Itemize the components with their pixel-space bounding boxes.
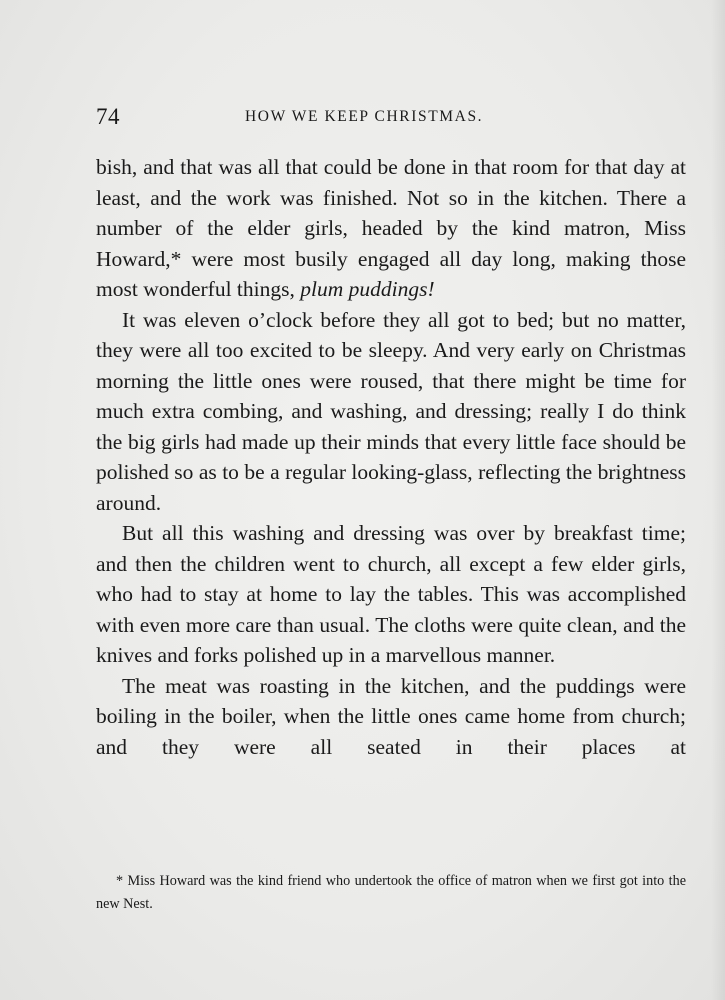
page-edge-shadow xyxy=(711,0,725,1000)
paragraph-3: But all this washing and dressing was over by breakfast time; and then the children went to church, all except a few elder girls, who had to stay at home to lay the tables. This was accomplished with even more care than usual. The cloths were quite clean, and the knives and forks polished up in a marvellous manner. xyxy=(96,521,686,667)
paragraph-4: The meat was roasting in the kitchen, and the puddings were boiling in the boiler, when the little ones came home from church; and they were all seated in their places at xyxy=(96,673,686,759)
emphasis-plum-puddings: plum puddings! xyxy=(300,277,435,301)
body-text xyxy=(96,152,686,762)
running-title: HOW WE KEEP CHRISTMAS. xyxy=(245,108,484,125)
paragraph-2: It was eleven o’clock before they all got to bed; but no matter, they were all too excited to be sleepy. And very early on Christmas morning the little ones were roused, that there might be time for much extra combing, and washing, and dressing; really I do think the big girls had made up their minds that every little face should be polished so as to be a regular looking-glass, reflecting the brightness around. xyxy=(96,307,686,515)
footnote: * Miss Howard was the kind friend who undertook the office of matron when we first got into the new Nest. xyxy=(96,873,686,912)
paragraph-1-text: bish, and that was all that could be done in that room for that day at least, and the work was finished. Not so in the kitchen. There a number of the elder girls, headed by the kind matron, Miss Howard,* were most busily engaged all day long, making those most wonderful things, xyxy=(96,155,686,301)
page-number: 74 xyxy=(96,104,120,129)
paragraph-1 xyxy=(96,152,686,305)
page-header xyxy=(96,104,686,134)
